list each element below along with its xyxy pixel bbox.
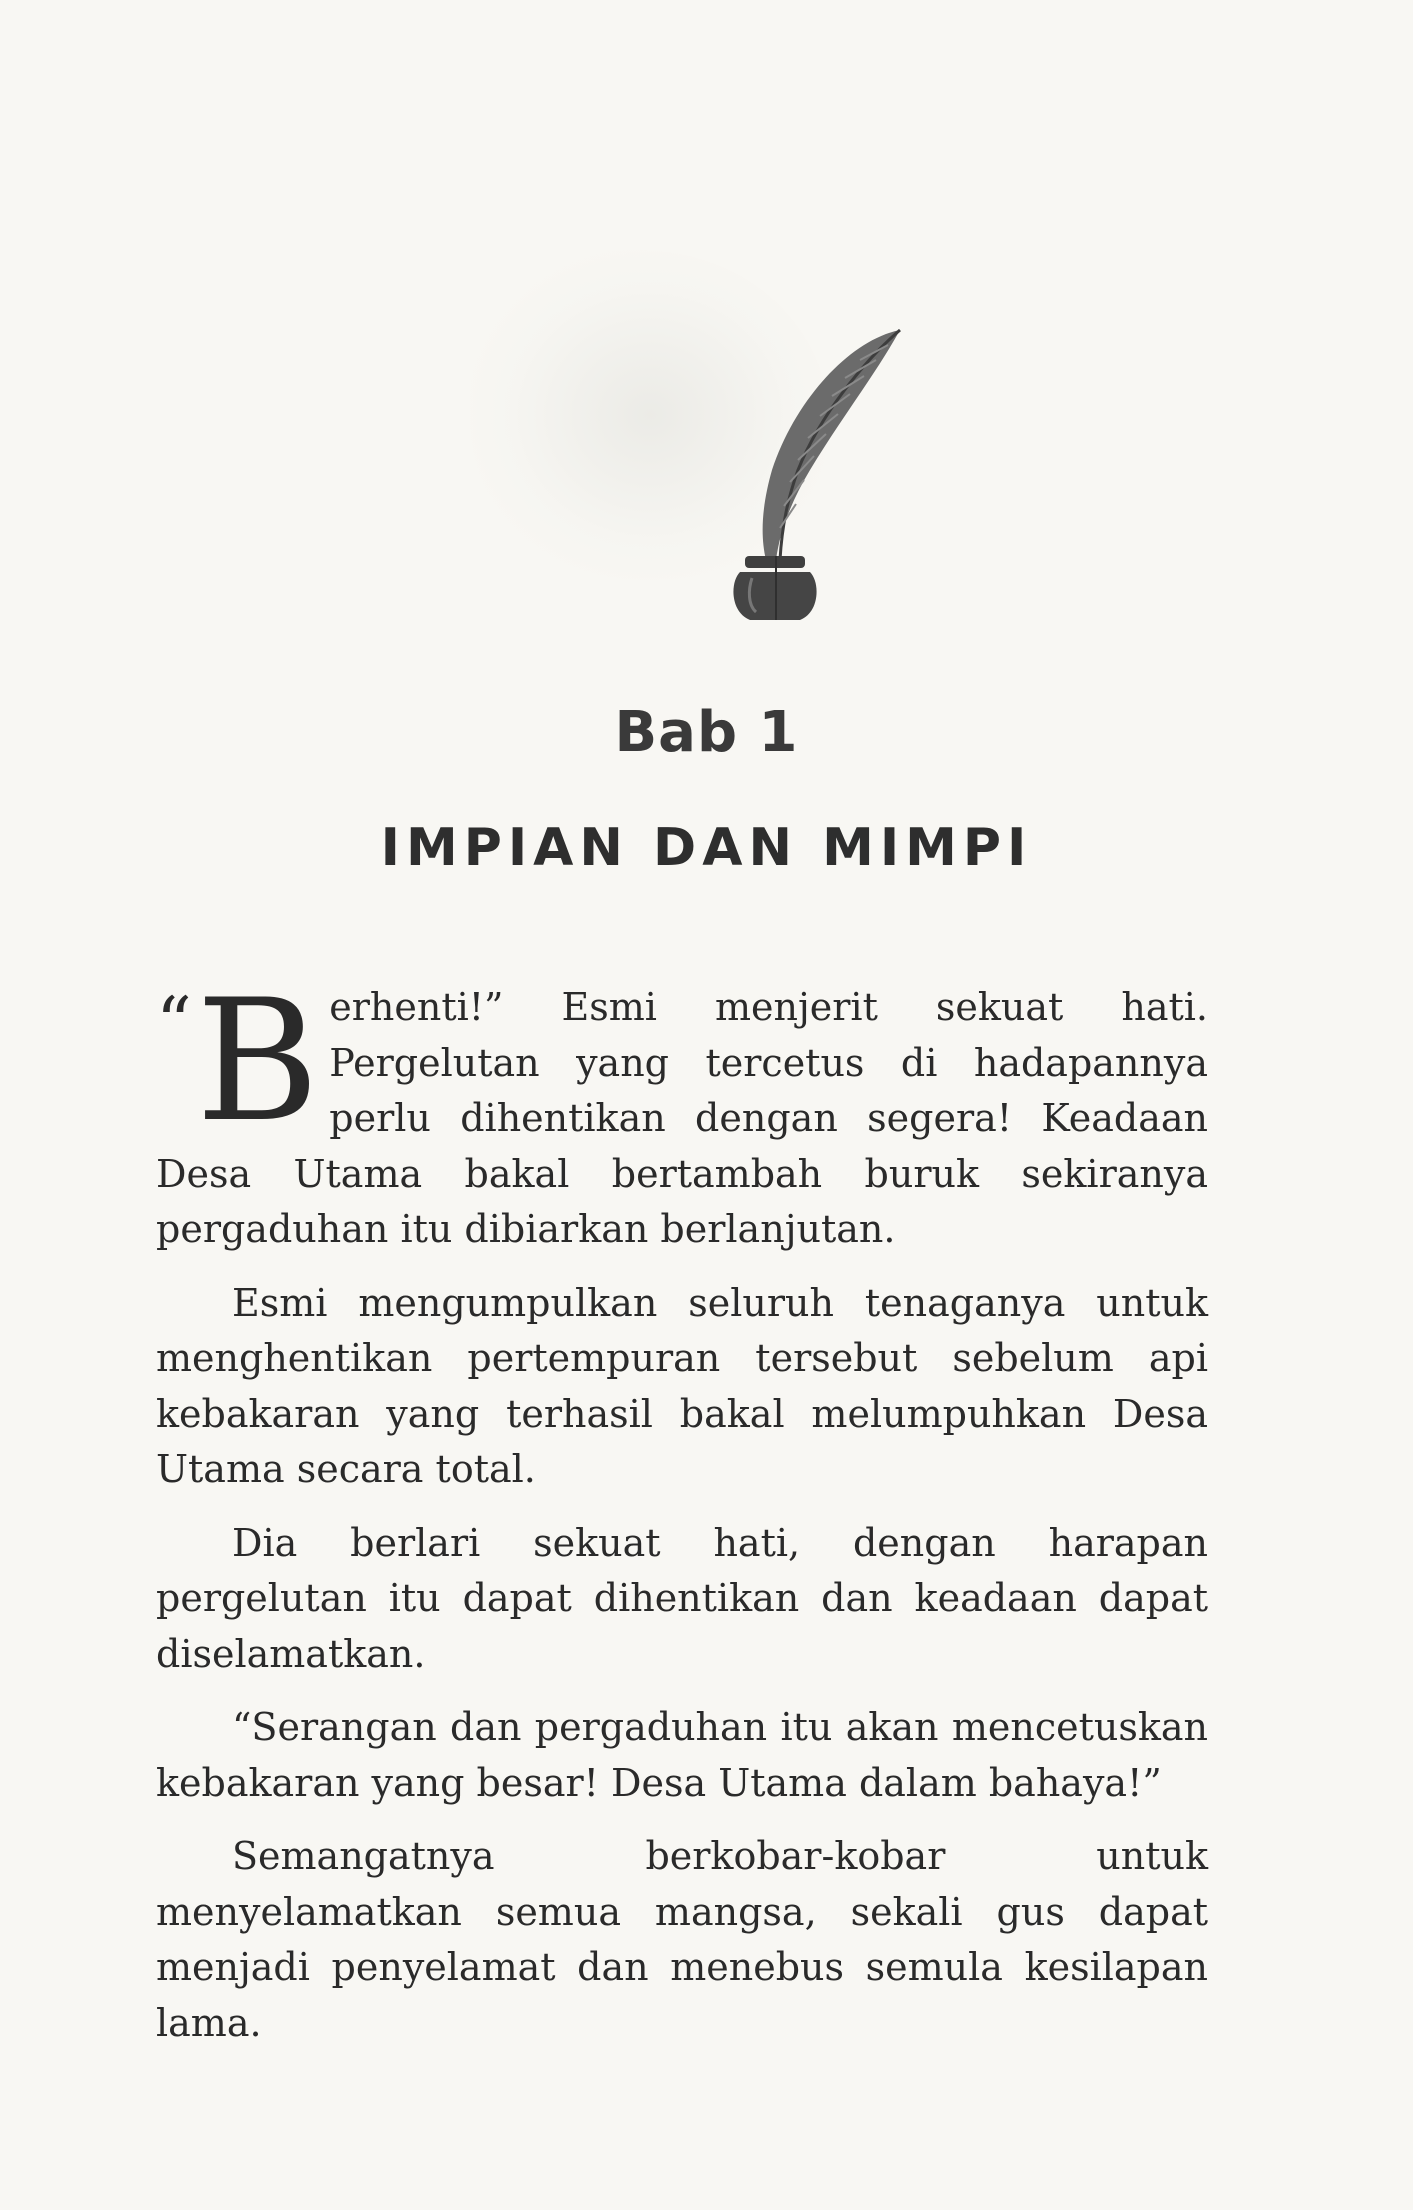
chapter-label: Bab 1	[614, 700, 799, 765]
drop-cap-group	[156, 963, 320, 1159]
chapter-title: IMPIAN DAN MIMPI	[380, 818, 1033, 878]
paragraph-3: Dia berlari sekuat hati, dengan harapan pergelutan itu dapat dihentikan dan keadaan dapat diselamatkan.	[156, 1520, 1208, 1676]
drop-cap: B	[195, 963, 320, 1159]
paragraph-4: “Serangan dan pergaduhan itu akan mencetuskan kebakaran yang besar! Desa Utama dalam bahaya!”	[156, 1705, 1208, 1805]
chapter-body	[156, 963, 1208, 2069]
quill-inkpot-icon	[700, 320, 920, 630]
paragraph-2: Esmi mengumpulkan seluruh tenaganya untuk menghentikan pertempuran tersebut sebelum api kebakaran yang terhasil bakal melumpuhkan Desa Utama secara total.	[156, 1280, 1208, 1491]
paragraph-1	[156, 963, 1208, 1258]
paragraph-1-text: erhenti!” Esmi menjerit sekuat hati. Pergelutan yang tercetus di hadapannya perlu dihentikan dengan segera! Keadaan Desa Utama bakal bertambah buruk sekiranya pergaduhan itu dibiarkan berlanjutan.	[156, 985, 1208, 1251]
paragraph-5: Semangatnya berkobar-kobar untuk menyelamatkan semua mangsa, sekali gus dapat menjadi penyelamat dan menebus semula kesilapan lama.	[156, 1834, 1208, 2045]
drop-quote: “	[156, 982, 192, 1064]
